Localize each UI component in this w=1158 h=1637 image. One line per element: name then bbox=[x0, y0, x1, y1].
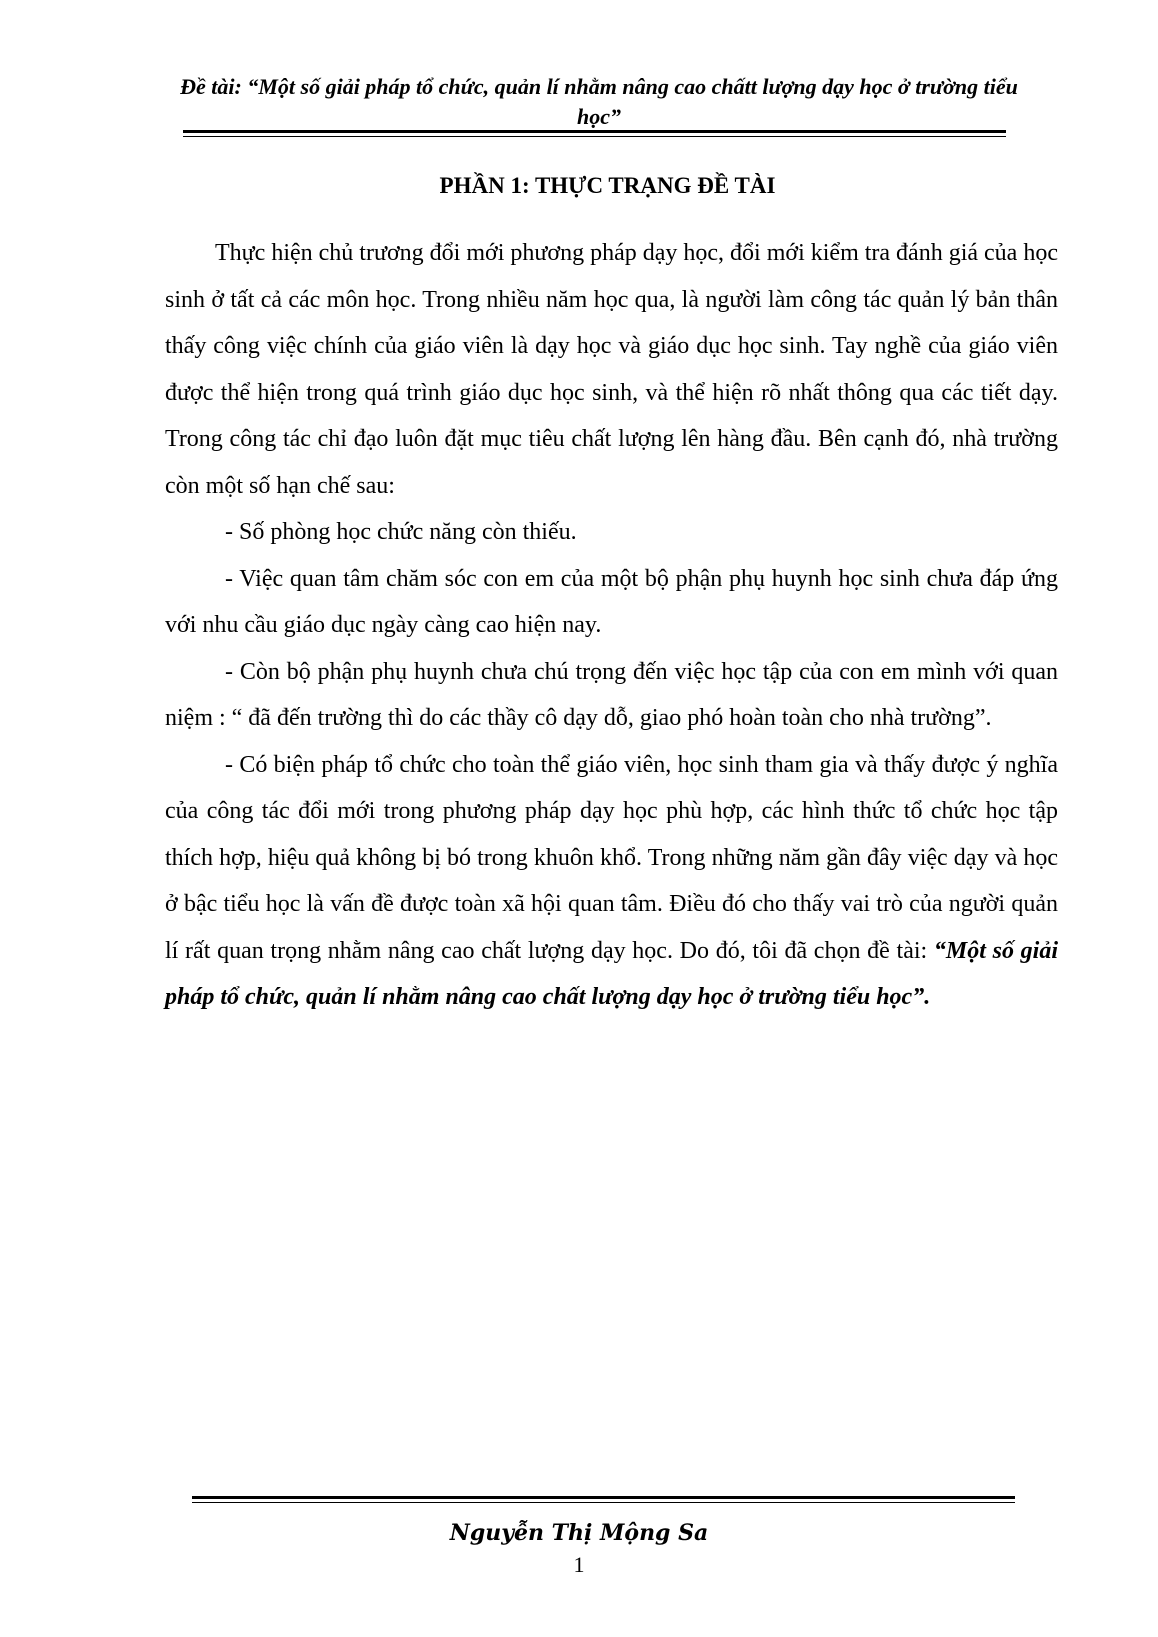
footer-divider bbox=[192, 1496, 1015, 1503]
list-item-2: - Việc quan tâm chăm sóc con em của một bộ phận phụ huynh học sinh chưa đáp ứng với nhu cầu giáo dục ngày càng cao hiện nay. bbox=[165, 565, 1058, 638]
header-title: Đề tài: “Một số giải pháp tổ chức, quản lí nhằm nâng cao chấtt lượng dạy học ở trường tiểu học” bbox=[180, 74, 1018, 129]
author-name: Nguyễn Thị Mộng Sa bbox=[449, 1520, 709, 1546]
topic-title-emphasis: “Một số giải pháp tổ chức, quản lí nhằm nâng cao chất lượng dạy học ở trường tiểu học”. bbox=[165, 937, 1058, 1010]
section-title: PHẦN 1: THỰC TRẠNG ĐỀ TÀI bbox=[439, 173, 776, 198]
list-item-4 bbox=[165, 742, 1058, 1021]
page-number: 1 bbox=[573, 1552, 585, 1577]
list-item-3: - Còn bộ phận phụ huynh chưa chú trọng đến việc học tập của con em mình với quan niệm : “ đã đến trường thì do các thầy cô dạy dỗ, giao phó hoàn toàn cho nhà trường”. bbox=[165, 658, 1058, 731]
paragraph-intro: Thực hiện chủ trương đổi mới phương pháp dạy học, đổi mới kiểm tra đánh giá của học sinh ở tất cả các môn học. Trong nhiều năm học qua, là người làm công tác quản lý bản thân thấy công việc chính của giáo viên là dạy học và giáo dục học sinh. Tay nghề của giáo viên được thể hiện trong quá trình giáo dục học sinh, và thể hiện rõ nhất thông qua các tiết dạy. Trong công tác chỉ đạo luôn đặt mục tiêu chất lượng lên hàng đầu. Bên cạnh đó, nhà trường còn một số hạn chế sau: bbox=[165, 240, 1058, 499]
list-item-1: - Số phòng học chức năng còn thiếu. bbox=[225, 519, 577, 545]
document-body bbox=[165, 230, 1058, 1021]
list-item-4-text: - Có biện pháp tổ chức cho toàn thể giáo viên, học sinh tham gia và thấy được ý nghĩa của công tác đổi mới trong phương pháp dạy học phù hợp, các hình thức tổ chức học tập thích hợp, hiệu quả không bị bó trong khuôn khổ. Trong những năm gần đây việc dạy và học ở bậc tiểu học là vấn đề được toàn xã hội quan tâm. Điều đó cho thấy vai trò của người quản lí rất quan trọng nhằm nâng cao chất lượng dạy học. Do đó, tôi đã chọn đề tài: bbox=[165, 751, 1058, 964]
header-divider bbox=[183, 130, 1006, 137]
